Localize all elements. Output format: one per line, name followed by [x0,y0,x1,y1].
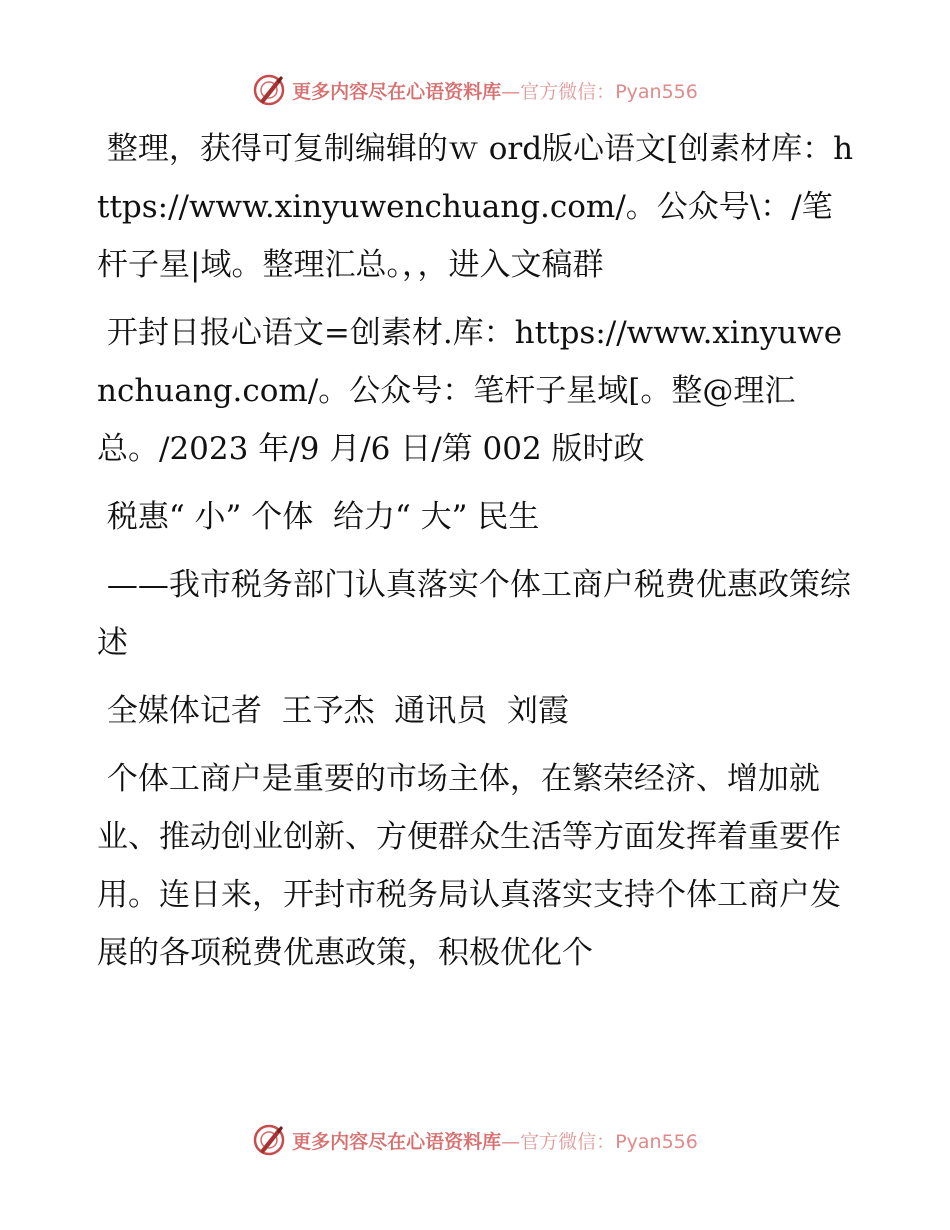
site-name: 更多内容尽在心语资料库 [292,1130,502,1153]
intro-paragraph-2: 开封日报心语文=创素材.库：https://www.xinyuwenchuang.com/。公众号：笔杆子星域[。整@理汇总。/2023 年/9 月/6 日/第 002 版时政 [97,315,843,467]
wechat-label: 官方微信： [520,80,616,103]
wechat-id: Pyan556 [615,1130,698,1153]
banner-dash: — [501,80,521,103]
footer-banner-text [292,1127,698,1154]
wechat-label: 官方微信： [520,1130,616,1153]
footer-banner [0,1120,950,1160]
article-subtitle: ——我市税务部门认真落实个体工商户税费优惠政策综述 [97,567,851,661]
wechat-id: Pyan556 [615,80,698,103]
article-title: 税惠“ 小” 个体 给力“ 大” 民生 [97,499,540,535]
document-body [97,120,857,992]
header-banner [0,70,950,110]
banner-dash: — [501,1130,521,1153]
site-name: 更多内容尽在心语资料库 [292,80,502,103]
article-body-paragraph: 个体工商户是重要的市场主体，在繁荣经济、增加就业、推动创业创新、方便群众生活等方面发挥着重要作用。连日来，开封市税务局认真落实支持个体工商户发展的各项税费优惠政策，积极优化个 [97,761,841,971]
article-byline: 全媒体记者 王予杰 通讯员 刘霞 [97,693,569,729]
header-banner-text [292,77,698,104]
intro-paragraph-1: 整理，获得可复制编辑的ｗ ord版心语文[创素材库：https://www.xinyuwenchuang.com/。公众号\：/笔杆子星|域。整理汇总。，，进入文稿群 [97,131,854,283]
pen-logo-icon [252,1123,286,1157]
pen-logo-icon [252,73,286,107]
